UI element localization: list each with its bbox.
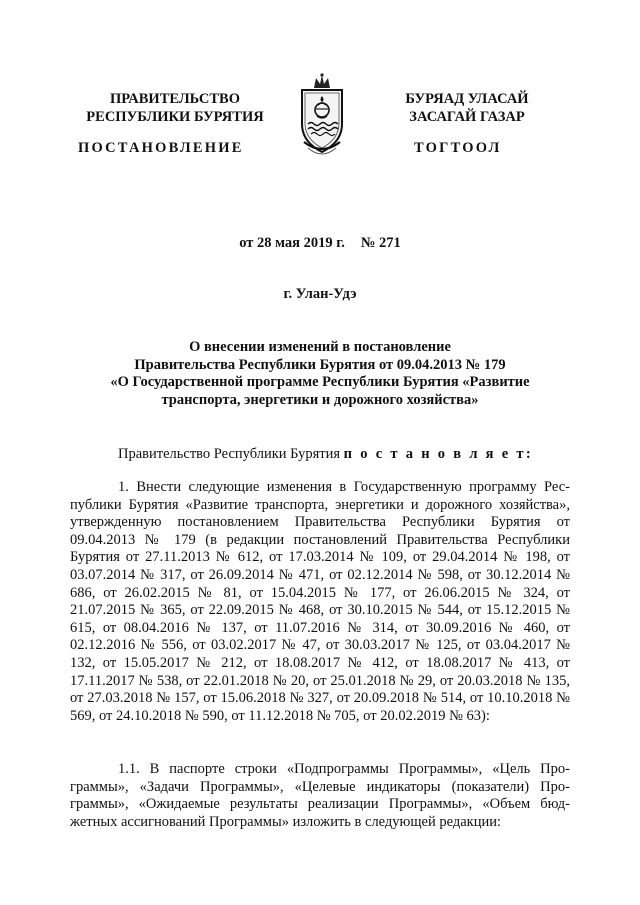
- header-left-line1: ПРАВИТЕЛЬСТВО: [110, 91, 240, 107]
- paragraph-1-1: 1.1. В паспорте строки «Подпрограммы Программы», «Цель Программы», «Задачи Программы», «Целевые индикаторы (показатели) Программы», «Ожидаемые результаты реализации Программы», «Объем бюджетных ассигнований Программы» изложить в следующей редакции:: [70, 761, 570, 830]
- title-line-3: «О Государственной программе Республики Бурятия «Развитие: [110, 374, 530, 390]
- header-right-line2: ЗАСАГАЙ ГАЗАР: [409, 109, 525, 125]
- document-date: от 28 мая 2019 г.: [239, 235, 345, 251]
- document-kind-russian: ПОСТАНОВЛЕНИЕ: [78, 140, 244, 156]
- document-title: [60, 339, 580, 409]
- preamble-verb: п о с т а н о в л я е т:: [343, 446, 533, 462]
- header-right-block: [372, 90, 562, 126]
- header-right-line1: БУРЯАД УЛАСАЙ: [405, 91, 529, 107]
- document-number: № 271: [360, 235, 401, 251]
- coat-of-arms-icon: [294, 72, 350, 158]
- title-line-4: транспорта, энергетики и дорожного хозяйства»: [161, 391, 479, 408]
- title-line-2: Правительства Республики Бурятия от 09.04.2013 № 179: [134, 356, 506, 373]
- header-left-block: [70, 90, 280, 126]
- title-line-1: О внесении изменений в постановление: [189, 339, 451, 355]
- header-left-line2: РЕСПУБЛИКИ БУРЯТИЯ: [86, 109, 264, 125]
- paragraph-1: 1. Внести следующие изменения в Государственную программу Республики Бурятия «Развитие транспорта, энергетики и дорожного хозяйства», утвержденную постановлением Правительства Республики Бурятия от 09.04.2013 № 179 (в редакции постановлений Правительства Республики Бурятия от 27.11.2013 № 612, от 17.03.2014 № 109, от 29.04.2014 № 198, от 03.07.2014 № 317, от 26.09.2014 № 471, от 02.12.2014 № 598, от 30.12.2014 № 686, от 26.02.2015 № 81, от 15.04.2015 № 177, от 26.06.2015 № 324, от 21.07.2015 № 365, от 22.09.2015 № 468, от 30.10.2015 № 544, от 15.12.2015 № 615, от 08.04.2016 № 137, от 11.07.2016 № 314, от 30.09.2016 № 460, от 02.12.2016 № 556, от 03.02.2017 № 47, от 30.03.2017 № 125, от 03.04.2017 № 132, от 15.05.2017 № 212, от 18.08.2017 № 412, от 18.08.2017 № 413, от 17.11.2017 № 538, от 22.01.2018 № 20, от 25.01.2018 № 29, от 20.03.2018 № 135, от 27.03.2018 № 157, от 15.06.2018 № 327, от 20.09.2018 № 514, от 10.10.2018 № 569, от 24.10.2018 № 590, от 11.12.2018 № 705, от 20.02.2019 № 63):: [70, 479, 570, 724]
- document-kind-buryat: ТОГТООЛ: [414, 140, 502, 156]
- date-number-line: [60, 235, 580, 252]
- document-city: г. Улан-Удэ: [283, 286, 357, 302]
- preamble: [118, 446, 533, 463]
- preamble-subject: Правительство Республики Бурятия: [118, 446, 341, 462]
